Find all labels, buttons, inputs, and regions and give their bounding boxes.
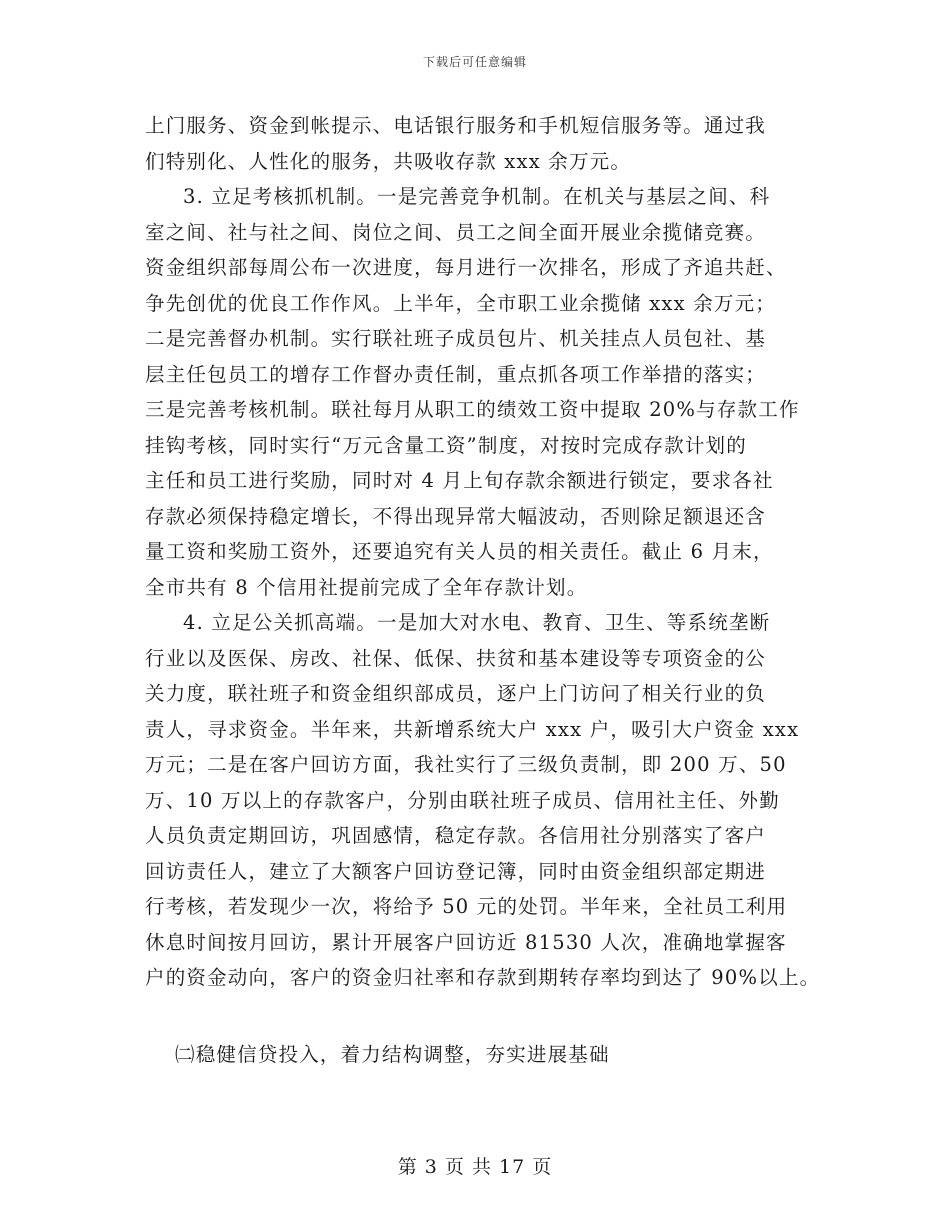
body-line: 休息时间按月回访，累计开展客户回访近 81530 人次，准确地掌握客 (145, 930, 787, 954)
body-line: 资金组织部每周公布一次进度，每月进行一次排名，形成了齐追共赶、 (145, 256, 787, 279)
body-line: 万元；二是在客户回访方面，我社实行了三级负责制，即 200 万、50 (145, 753, 787, 776)
document-body (145, 108, 825, 1072)
body-line: 主任和员工进行奖励，同时对 4 月上旬存款余额进行锁定，要求各社 (145, 469, 774, 492)
body-line: 责人，寻求资金。半年来，共新增系统大户 xxx 户，吸引大户资金 xxx (145, 717, 800, 741)
body-line: 层主任包员工的增存工作督办责任制，重点抓各项工作举措的落实； (145, 362, 767, 386)
body-line: 争先创优的优良工作作风。上半年，全市职工业余揽储 xxx 余万元； (145, 291, 776, 315)
body-line: 行考核，若发现少一次，将给予 50 元的处罚。半年来，全社员工利用 (145, 895, 788, 918)
page-footer: 第 3 页 共 17 页 (397, 1156, 553, 1178)
body-line: 万、10 万以上的存款客户，分别由联社班子成员、信用社主任、外勤 (145, 788, 780, 812)
body-line: 二是完善督办机制。实行联社班子成员包片、机关挂点人员包社、基 (145, 327, 767, 350)
paragraph-gap (145, 996, 825, 1037)
section-heading: ㈡稳健信贷投入，着力结构调整，夯实进展基础 (175, 1042, 610, 1066)
body-line: 户的资金动向，客户的资金归社率和存款到期转存率均到达了 90%以上。 (145, 966, 821, 989)
body-line: 量工资和奖励工资外，还要追究有关人员的相关责任。截止 6 月末， (145, 540, 774, 563)
body-line: 回访责任人，建立了大额客户回访登记簿，同时由资金组织部定期进 (145, 859, 767, 883)
body-line: 4. 立足公关抓高端。一是加大对水电、教育、卫生、等系统垄断 (183, 611, 771, 634)
body-line: 上门服务、资金到帐提示、电话银行服务和手机短信服务等。通过我 (145, 114, 767, 137)
body-line: 们特别化、人性化的服务，共吸收存款 xxx 余万元。 (145, 149, 632, 173)
body-line: 行业以及医保、房改、社保、低保、扶贫和基本建设等专项资金的公 (145, 646, 767, 670)
body-line: 室之间、社与社之间、岗位之间、员工之间全面开展业余揽储竞赛。 (145, 220, 767, 244)
body-line: 挂钩考核，同时实行“万元含量工资”制度，对按时完成存款计划的 (145, 433, 747, 457)
body-line: 三是完善考核机制。联社每月从职工的绩效工资中提取 20%与存款工作 (145, 398, 800, 421)
body-line: 存款必须保持稳定增长，不得出现异常大幅波动，否则除足额退还含 (145, 504, 767, 528)
body-line: 人员负责定期回访，巩固感情，稳定存款。各信用社分别落实了客户 (145, 824, 767, 847)
body-line: 全市共有 8 个信用社提前完成了全年存款计划。 (145, 575, 588, 599)
body-line: 3. 立足考核抓机制。一是完善竞争机制。在机关与基层之间、科 (183, 185, 771, 208)
body-line: 关力度，联社班子和资金组织部成员，逐户上门访问了相关行业的负 (145, 682, 767, 705)
page-header: 下载后可任意编辑 (422, 55, 527, 69)
